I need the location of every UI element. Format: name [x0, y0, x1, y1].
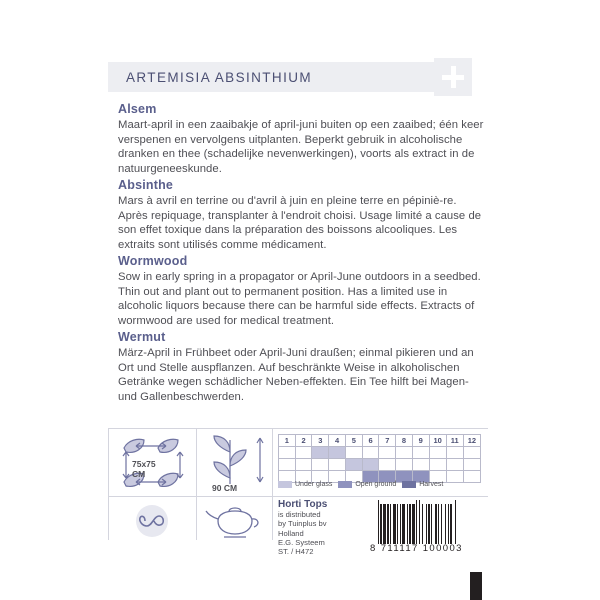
sowing-calendar [278, 434, 481, 483]
section-body-english: Sow in early spring in a propagator or April-June outdoors in a seedbed. Thin out and plant out to permanent position. Has a limited use in alcoholic liquors because there can be harmful side effects. Extracts of wormwood are used for medical treatment. [118, 271, 481, 327]
distributor-info [278, 500, 368, 556]
calendar-month-header: 11 [446, 435, 463, 447]
barcode [370, 500, 486, 556]
divider-vertical-left [108, 428, 109, 540]
calendar-month-header: 3 [312, 435, 329, 447]
brand-name: Horti Tops [278, 499, 328, 510]
legend-swatch-under-glass [278, 481, 292, 488]
calendar-month-header: 5 [345, 435, 362, 447]
calendar-cell [463, 447, 480, 459]
calendar-table [278, 434, 481, 483]
calendar-cell [295, 459, 312, 471]
section-german [118, 330, 488, 404]
divider-horizontal-top [108, 428, 488, 429]
section-heading-english: Wormwood [118, 254, 188, 268]
barcode-bars [378, 500, 486, 544]
calendar-row-open-ground [279, 459, 481, 471]
black-tab-marker [470, 572, 482, 600]
calendar-header-row [279, 435, 481, 447]
calendar-cell [412, 459, 429, 471]
calendar-cell [312, 459, 329, 471]
calendar-row-under-glass [279, 447, 481, 459]
legend-item-harvest [402, 481, 443, 488]
spacing-label [132, 459, 156, 479]
calendar-cell [412, 447, 429, 459]
calendar-month-header: 9 [412, 435, 429, 447]
spacing-value: 75x75 [132, 459, 156, 469]
calendar-cell [446, 447, 463, 459]
cross-icon-vertical [451, 66, 456, 88]
calendar-cell [279, 459, 296, 471]
calendar-cell [362, 459, 379, 471]
barcode-number: 8 711117 100003 [370, 543, 463, 554]
calendar-cell [295, 447, 312, 459]
section-body-french: Mars à avril en terrine ou d'avril à juin en pleine terre en pépiniè-re. Après repiquage, transplanter à l'endroit choisi. Usage limité a cause de son effet toxique dans la préparation des boissons alcooliques. Les extraits sont utilisés comme médicament. [118, 195, 482, 251]
legend-label-open-ground: Open ground [355, 481, 397, 488]
distributor-line-1: is distributed [278, 510, 321, 520]
calendar-legend [278, 481, 483, 488]
calendar-month-header: 8 [396, 435, 413, 447]
calendar-month-header: 2 [295, 435, 312, 447]
calendar-cell [362, 447, 379, 459]
section-heading-french: Absinthe [118, 178, 174, 192]
legend-item-open-ground [338, 481, 396, 488]
plant-height-icon [200, 432, 270, 490]
distributor-line-2: by Tuinplus bv [278, 519, 327, 529]
calendar-cell [396, 447, 413, 459]
calendar-cell [345, 459, 362, 471]
calendar-cell [329, 459, 346, 471]
calendar-month-header: 7 [379, 435, 396, 447]
calendar-cell [463, 459, 480, 471]
distributor-line-4: E.G. Systeem [278, 537, 325, 547]
calendar-cell [379, 459, 396, 471]
section-dutch [118, 102, 488, 176]
divider-vertical-right [272, 428, 273, 540]
legend-swatch-harvest [402, 481, 416, 488]
calendar-cell [446, 459, 463, 471]
calendar-cell [429, 459, 446, 471]
calendar-month-header: 6 [362, 435, 379, 447]
legend-item-under-glass [278, 481, 332, 488]
calendar-cell [279, 447, 296, 459]
section-french [118, 178, 488, 252]
calendar-cell [379, 447, 396, 459]
divider-vertical-middle [196, 428, 197, 540]
calendar-month-header: 1 [279, 435, 296, 447]
calendar-cell [345, 447, 362, 459]
infinity-icon [118, 504, 186, 538]
calendar-cell [396, 459, 413, 471]
calendar-month-header: 12 [463, 435, 480, 447]
title-bar [108, 62, 460, 92]
divider-horizontal-middle [108, 496, 488, 497]
section-heading-german: Wermut [118, 330, 166, 344]
teapot-icon [202, 503, 268, 539]
calendar-month-header: 4 [329, 435, 346, 447]
legend-label-under-glass: Under glass [295, 481, 333, 488]
calendar-cell [329, 447, 346, 459]
section-english [118, 254, 488, 328]
legend-swatch-open-ground [338, 481, 352, 488]
calendar-cell [429, 447, 446, 459]
spacing-unit: CM [132, 469, 146, 479]
calendar-cell [312, 447, 329, 459]
section-body-dutch: Maart-april in een zaaibakje of april-juni buiten op een zaaibed; één keer verspenen en vervolgens uitplanten. Beperkt gebruik in alcoholische dranken en thee (schadelijke nevenwerkingen), voorts als extract in de natuurgeneeskunde. [118, 119, 484, 175]
plant-height-label: 90 CM [212, 483, 238, 493]
cross-icon [434, 58, 472, 96]
calendar-month-header: 10 [429, 435, 446, 447]
distributor-line-5: ST. / H472 [278, 547, 314, 557]
distributor-line-3: Holland [278, 528, 304, 538]
legend-label-harvest: Harvest [419, 481, 444, 488]
section-body-german: März-April in Frühbeet oder April-Juni draußen; einmal pikieren und an Ort und Stelle auspflanzen. Auf beschränkte Weise in alkoholischen Getränke wegen schädlicher Neben-effekten. Ein Tee hilft bei Magen- und Gallenbeschwerden. [118, 347, 474, 403]
page-title: ARTEMISIA ABSINTHIUM [126, 69, 313, 85]
section-heading-dutch: Alsem [118, 102, 157, 116]
